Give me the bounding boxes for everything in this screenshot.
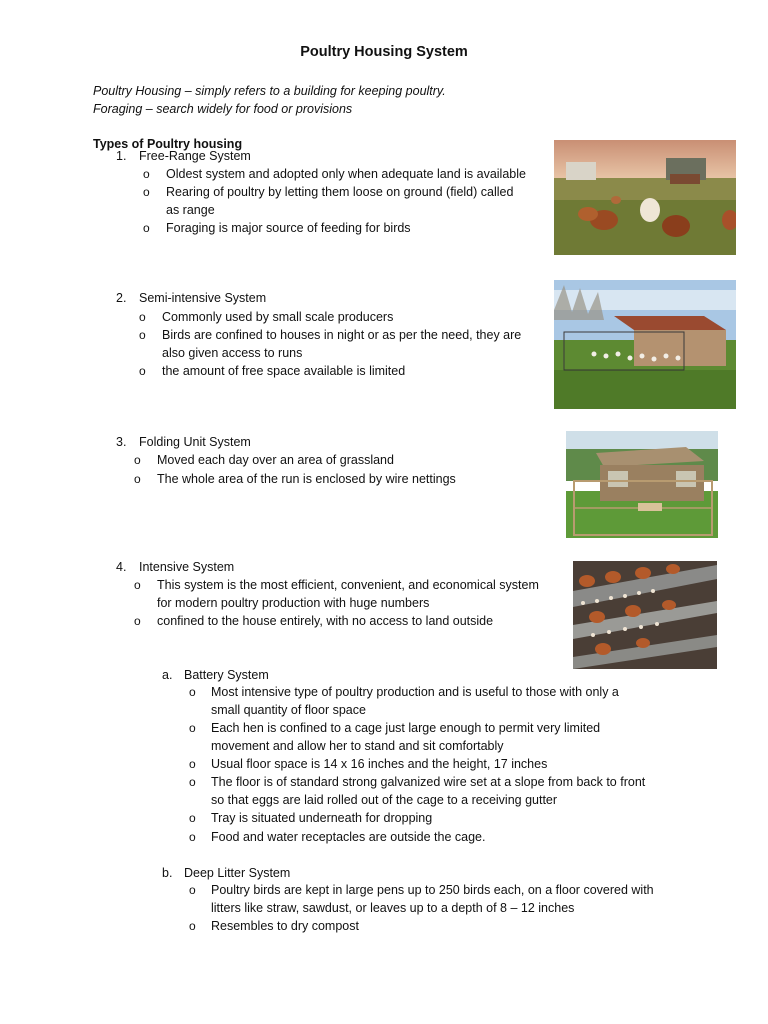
- bullet-text: This system is the most efficient, convenient, and economical system: [157, 578, 539, 592]
- types-heading: Types of Poultry housing: [93, 137, 243, 151]
- section-marker: 1.: [116, 149, 127, 163]
- subsection-marker: a.: [162, 668, 173, 682]
- bullet-text: small quantity of floor space: [211, 703, 366, 717]
- bullet-text: Rearing of poultry by letting them loose on ground (field) called: [166, 185, 514, 199]
- bullet-text: litters like straw, sawdust, or leaves up to a depth of 8 – 12 inches: [211, 901, 575, 915]
- bullet-marker: o: [143, 185, 150, 199]
- section-marker: 2.: [116, 291, 127, 305]
- semi-intensive-photo: [554, 280, 736, 409]
- section-marker: 3.: [116, 435, 127, 449]
- bullet-text: Resembles to dry compost: [211, 919, 359, 933]
- bullet-marker: o: [189, 811, 196, 825]
- bullet-text: Usual floor space is 14 x 16 inches and the height, 17 inches: [211, 757, 548, 771]
- bullet-marker: o: [189, 775, 196, 789]
- bullet-text: Moved each day over an area of grassland: [157, 453, 394, 467]
- bullet-marker: o: [189, 757, 196, 771]
- bullet-marker: o: [143, 167, 150, 181]
- bullet-text: Poultry birds are kept in large pens up to 250 birds each, on a floor covered with: [211, 883, 654, 897]
- folding-unit-photo: [566, 431, 718, 538]
- bullet-marker: o: [134, 453, 141, 467]
- bullet-text: The floor is of standard strong galvanized wire set at a slope from back to front: [211, 775, 646, 789]
- bullet-text: confined to the house entirely, with no access to land outside: [157, 614, 494, 628]
- section-title: Folding Unit System: [139, 435, 251, 449]
- free-range-photo: [554, 140, 736, 255]
- bullet-marker: o: [189, 883, 196, 897]
- section-title: Semi-intensive System: [139, 291, 267, 305]
- bullet-text: for modern poultry production with huge numbers: [157, 596, 430, 610]
- bullet-text: The whole area of the run is enclosed by wire nettings: [157, 472, 456, 486]
- page-title: Poultry Housing System: [300, 44, 468, 60]
- bullet-text: also given access to runs: [162, 346, 303, 360]
- bullet-text: Foraging is major source of feeding for birds: [166, 221, 411, 235]
- subsection-title: Deep Litter System: [184, 866, 291, 880]
- intensive-cage-photo: [573, 561, 717, 669]
- bullet-text: as range: [166, 203, 215, 217]
- bullet-marker: o: [139, 310, 146, 324]
- bullet-marker: o: [189, 919, 196, 933]
- section-title: Intensive System: [139, 560, 235, 574]
- definition-poultry-housing: Poultry Housing – simply refers to a building for keeping poultry.: [93, 84, 446, 98]
- subsection-title: Battery System: [184, 668, 269, 682]
- bullet-text: Birds are confined to houses in night or as per the need, they are: [162, 328, 522, 342]
- bullet-marker: o: [189, 721, 196, 735]
- definition-foraging: Foraging – search widely for food or provisions: [93, 102, 353, 116]
- bullet-text: the amount of free space available is limited: [162, 364, 406, 378]
- bullet-marker: o: [189, 830, 196, 844]
- bullet-text: Oldest system and adopted only when adequate land is available: [166, 167, 526, 181]
- bullet-marker: o: [134, 578, 141, 592]
- bullet-marker: o: [189, 685, 196, 699]
- bullet-marker: o: [143, 221, 150, 235]
- subsection-marker: b.: [162, 866, 173, 880]
- bullet-marker: o: [134, 472, 141, 486]
- bullet-text: Food and water receptacles are outside the cage.: [211, 830, 486, 844]
- bullet-marker: o: [139, 328, 146, 342]
- bullet-text: Most intensive type of poultry production and is useful to those with only a: [211, 685, 619, 699]
- bullet-text: Tray is situated underneath for dropping: [211, 811, 433, 825]
- bullet-text: Each hen is confined to a cage just large enough to permit very limited: [211, 721, 601, 735]
- bullet-text: movement and allow her to stand and sit comfortably: [211, 739, 504, 753]
- section-title: Free-Range System: [139, 149, 251, 163]
- bullet-marker: o: [134, 614, 141, 628]
- section-marker: 4.: [116, 560, 127, 574]
- bullet-text: so that eggs are laid rolled out of the cage to a receiving gutter: [211, 793, 558, 807]
- bullet-text: Commonly used by small scale producers: [162, 310, 394, 324]
- bullet-marker: o: [139, 364, 146, 378]
